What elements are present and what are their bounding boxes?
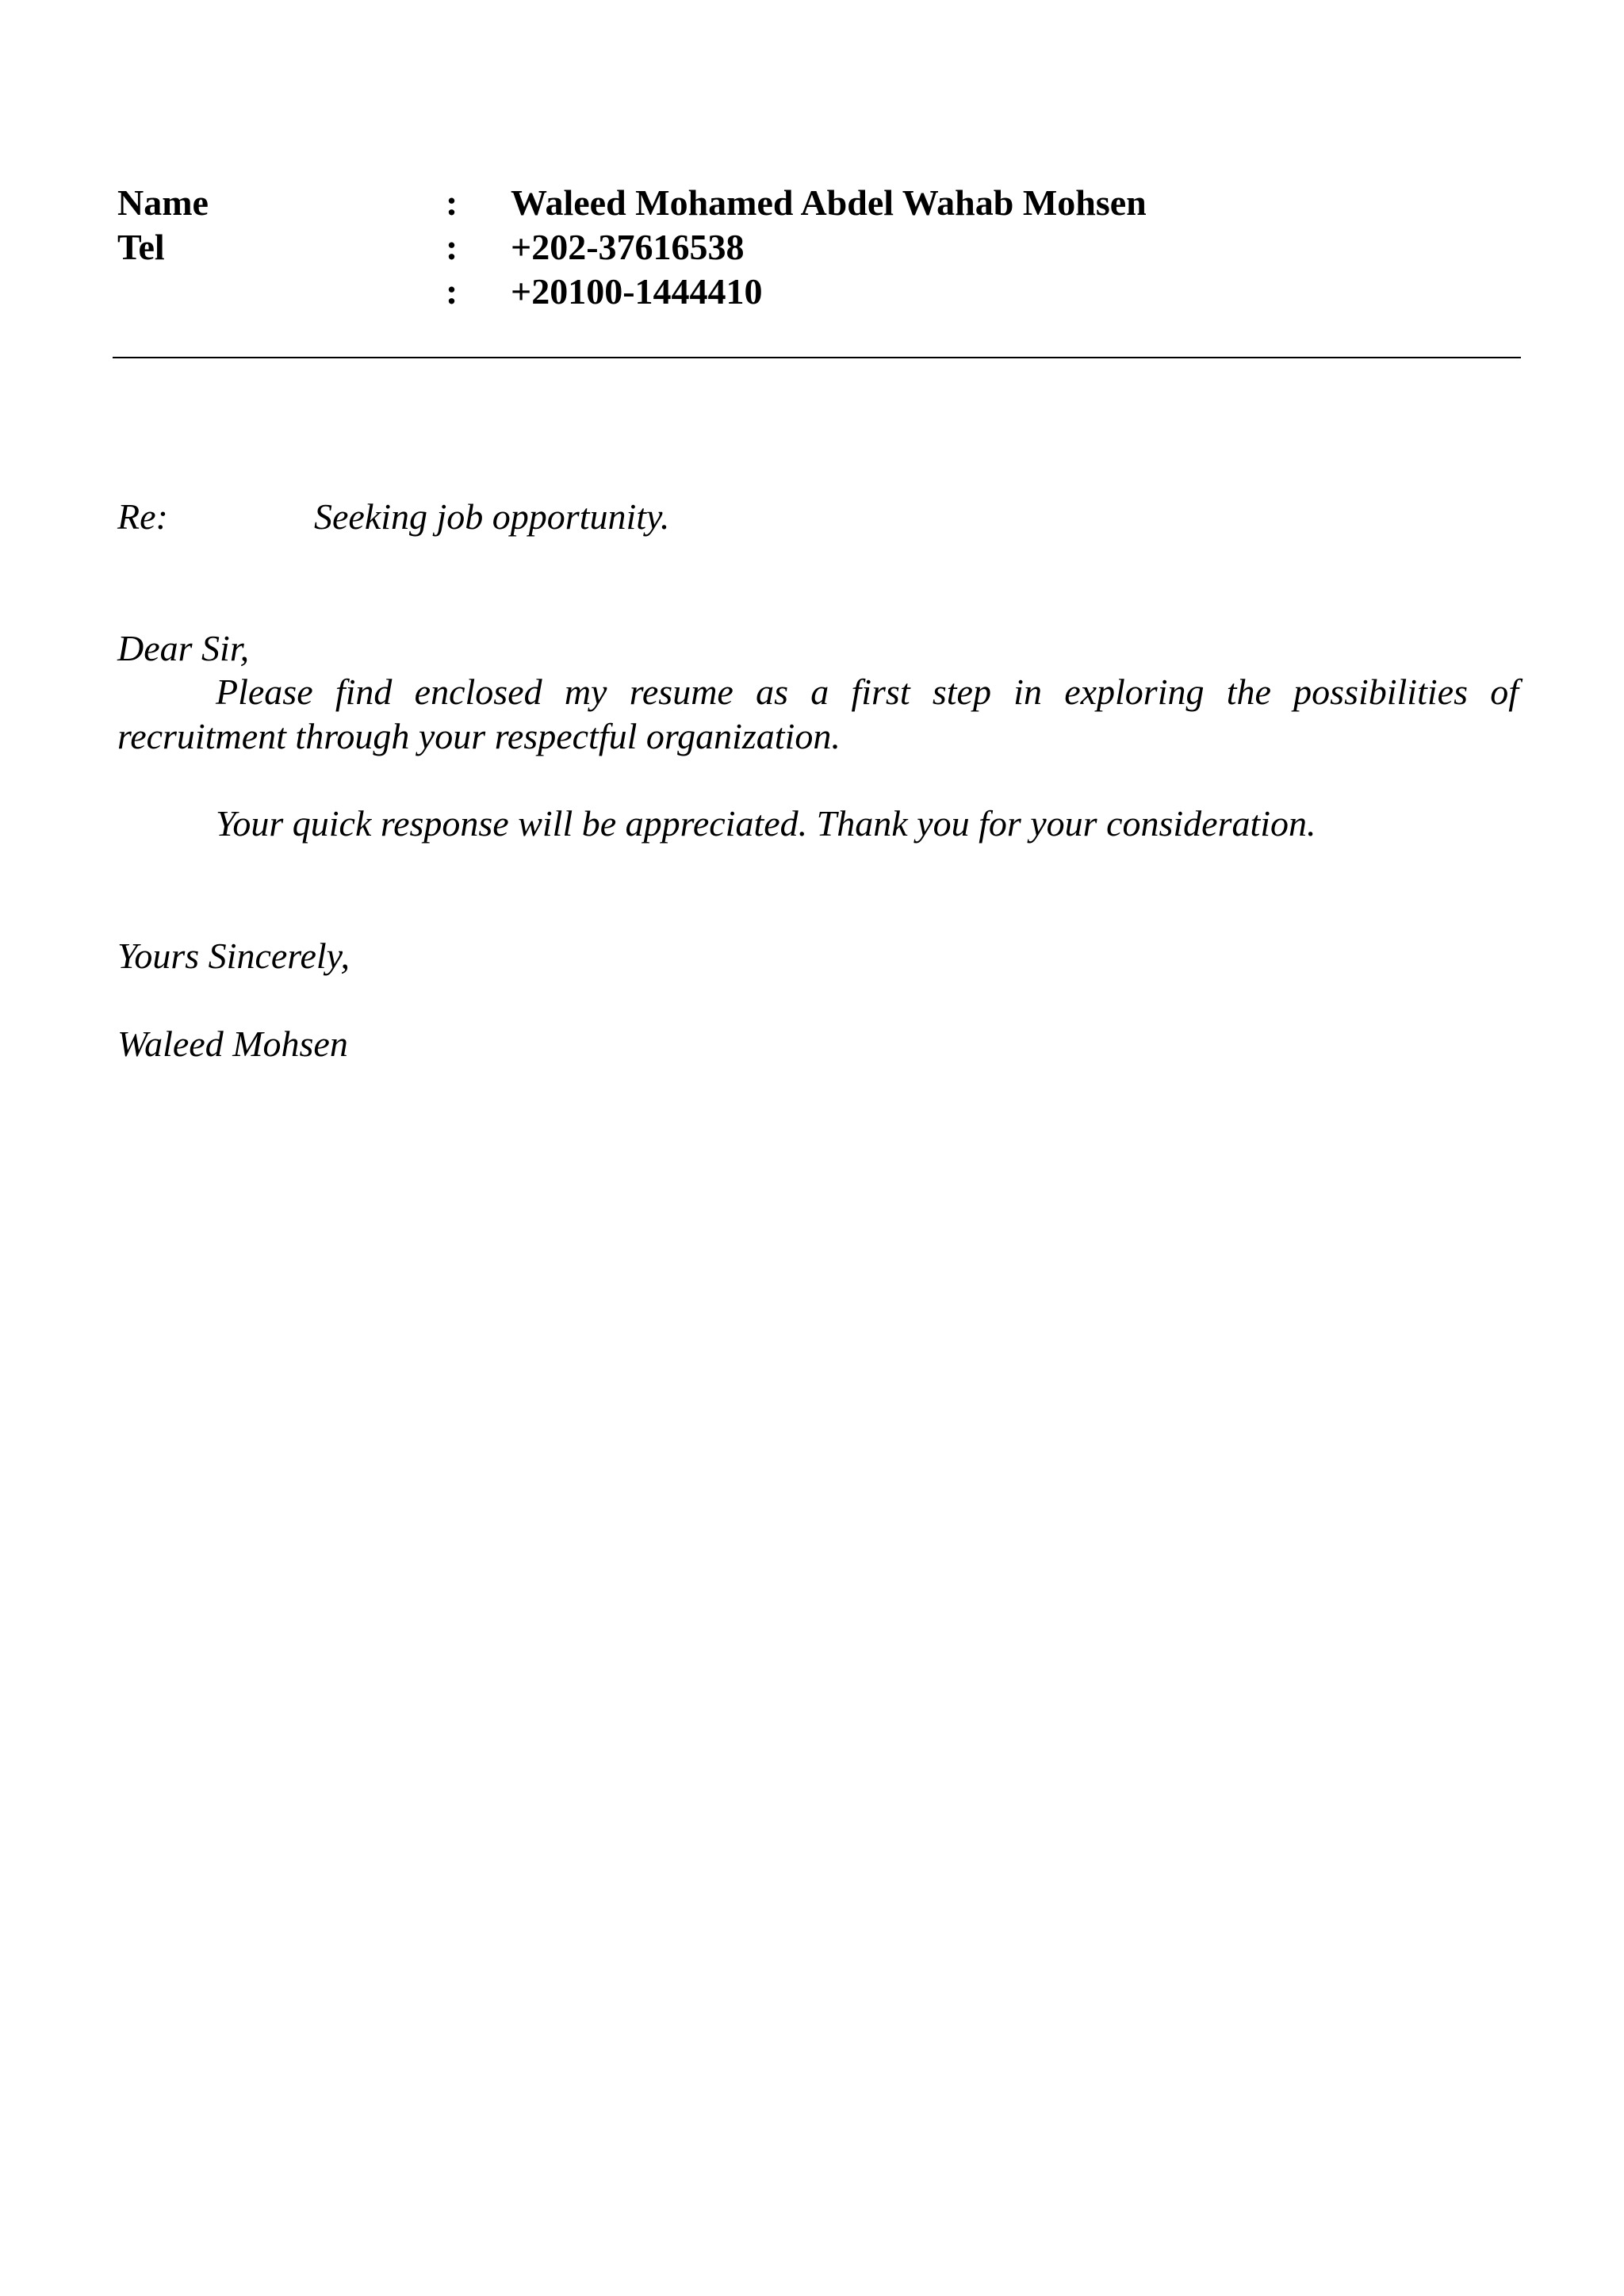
mobile-colon: : bbox=[446, 271, 458, 312]
name-value: Waleed Mohamed Abdel Wahab Mohsen bbox=[511, 182, 1147, 223]
tel-colon: : bbox=[446, 227, 458, 267]
body-paragraph-2: Your quick response will be appreciated. Thank you for your consideration. bbox=[216, 803, 1316, 844]
tel-value-mobile: +20100-1444410 bbox=[511, 271, 763, 312]
salutation: Dear Sir, bbox=[117, 628, 250, 668]
header-divider bbox=[113, 357, 1521, 358]
closing: Yours Sincerely, bbox=[117, 936, 350, 976]
signature-name: Waleed Mohsen bbox=[117, 1024, 348, 1064]
tel-label: Tel bbox=[117, 227, 165, 267]
body-paragraph-1: Please find enclosed my resume as a first step in exploring the possibilities of recruitment through your respectful organization. bbox=[117, 672, 1519, 756]
name-label: Name bbox=[117, 182, 209, 223]
name-colon: : bbox=[446, 182, 458, 223]
tel-value-landline: +202-37616538 bbox=[511, 227, 745, 267]
subject-label: Re: bbox=[117, 496, 168, 537]
subject-text: Seeking job opportunity. bbox=[314, 496, 670, 537]
